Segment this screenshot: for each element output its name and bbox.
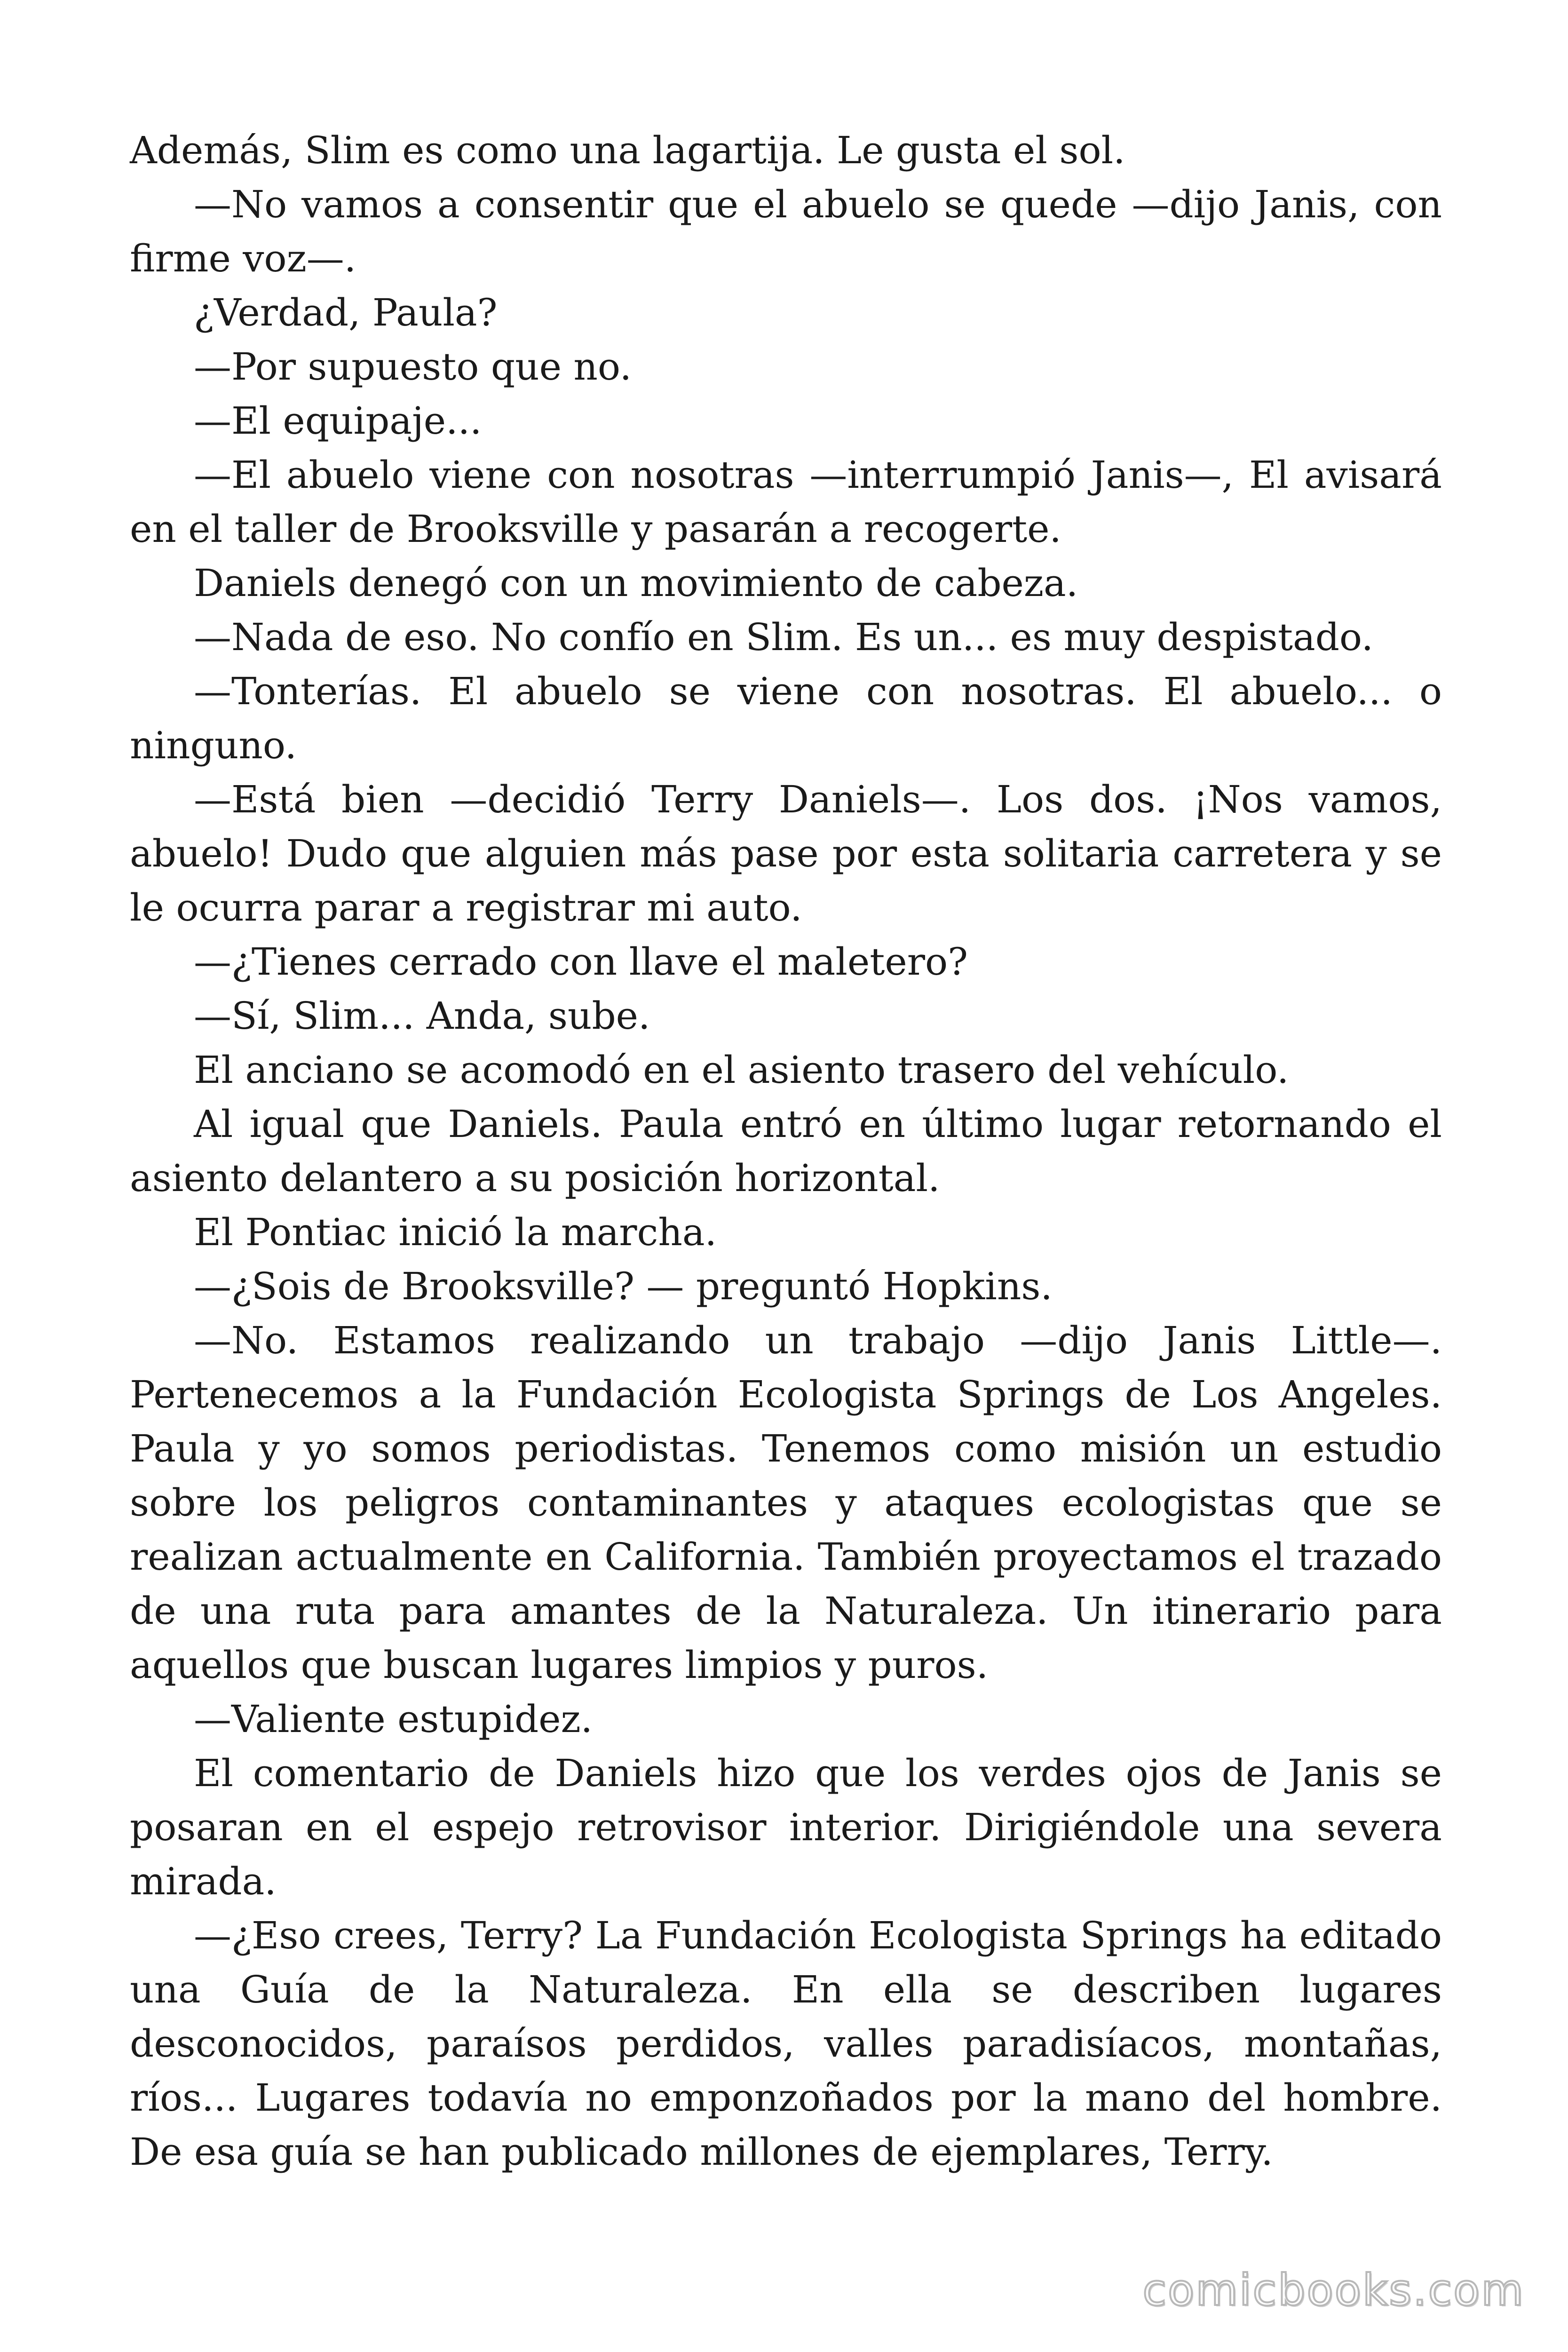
paragraph-5: —El equipaje... xyxy=(194,399,482,443)
paragraph-2: —No vamos a consentir que el abuelo se quede —dijo Janis, con firme voz—. xyxy=(130,183,1442,280)
body-text xyxy=(130,123,1442,2179)
paragraph-17: —No. Estamos realizando un trabajo —dijo Janis Little—. Pertenecemos a la Fundación Ecologista Springs de Los Angeles. Paula y yo somos periodistas. Tenemos como misión un estudio sobre los peligros contaminantes y ataques ecologistas que se realizan actualmente en California. También proyectamos el trazado de una ruta para amantes de la Naturaleza. Un itinerario para aquellos que buscan lugares limpios y puros. xyxy=(130,1319,1442,1687)
paragraph-19: El comentario de Daniels hizo que los verdes ojos de Janis se posaran en el espejo retrovisor interior. Dirigiéndole una severa mirada. xyxy=(130,1751,1442,1903)
paragraph-18: —Valiente estupidez. xyxy=(194,1697,593,1741)
paragraph-6: —El abuelo viene con nosotras —interrumpió Janis—, El avisará en el taller de Brooksville y pasarán a recogerte. xyxy=(130,453,1442,551)
paragraph-3: ¿Verdad, Paula? xyxy=(194,291,498,334)
watermark: comicbooks.com xyxy=(1142,2265,1525,2315)
paragraph-10: —Está bien —decidió Terry Daniels—. Los dos. ¡Nos vamos, abuelo! Dudo que alguien más pase por esta solitaria carretera y se le ocurra parar a registrar mi auto. xyxy=(130,778,1442,930)
paragraph-7: Daniels denegó con un movimiento de cabeza. xyxy=(194,561,1078,605)
paragraph-1: Además, Slim es como una lagartija. Le gusta el sol. xyxy=(130,128,1125,172)
paragraph-4: —Por supuesto que no. xyxy=(194,345,632,389)
paragraph-14: Al igual que Daniels. Paula entró en último lugar retornando el asiento delantero a su posición horizontal. xyxy=(130,1102,1442,1200)
paragraph-20: —¿Eso crees, Terry? La Fundación Ecologista Springs ha editado una Guía de la Naturaleza. En ella se describen lugares desconocidos, paraísos perdidos, valles paradisíacos, montañas, ríos... Lugares todavía no emponzoñados por la mano del hombre. De esa guía se han publicado millones de ejemplares, Terry. xyxy=(130,1914,1442,2174)
paragraph-8: —Nada de eso. No confío en Slim. Es un... es muy despistado. xyxy=(194,615,1374,659)
paragraph-15: El Pontiac inició la marcha. xyxy=(194,1210,717,1254)
paragraph-11: —¿Tienes cerrado con llave el maletero? xyxy=(194,940,968,984)
paragraph-12: —Sí, Slim... Anda, sube. xyxy=(194,994,650,1038)
paragraph-13: El anciano se acomodó en el asiento trasero del vehículo. xyxy=(194,1048,1289,1092)
paragraph-16: —¿Sois de Brooksville? — preguntó Hopkins. xyxy=(194,1264,1053,1308)
paragraph-9: —Tonterías. El abuelo se viene con nosotras. El abuelo... o ninguno. xyxy=(130,669,1442,767)
